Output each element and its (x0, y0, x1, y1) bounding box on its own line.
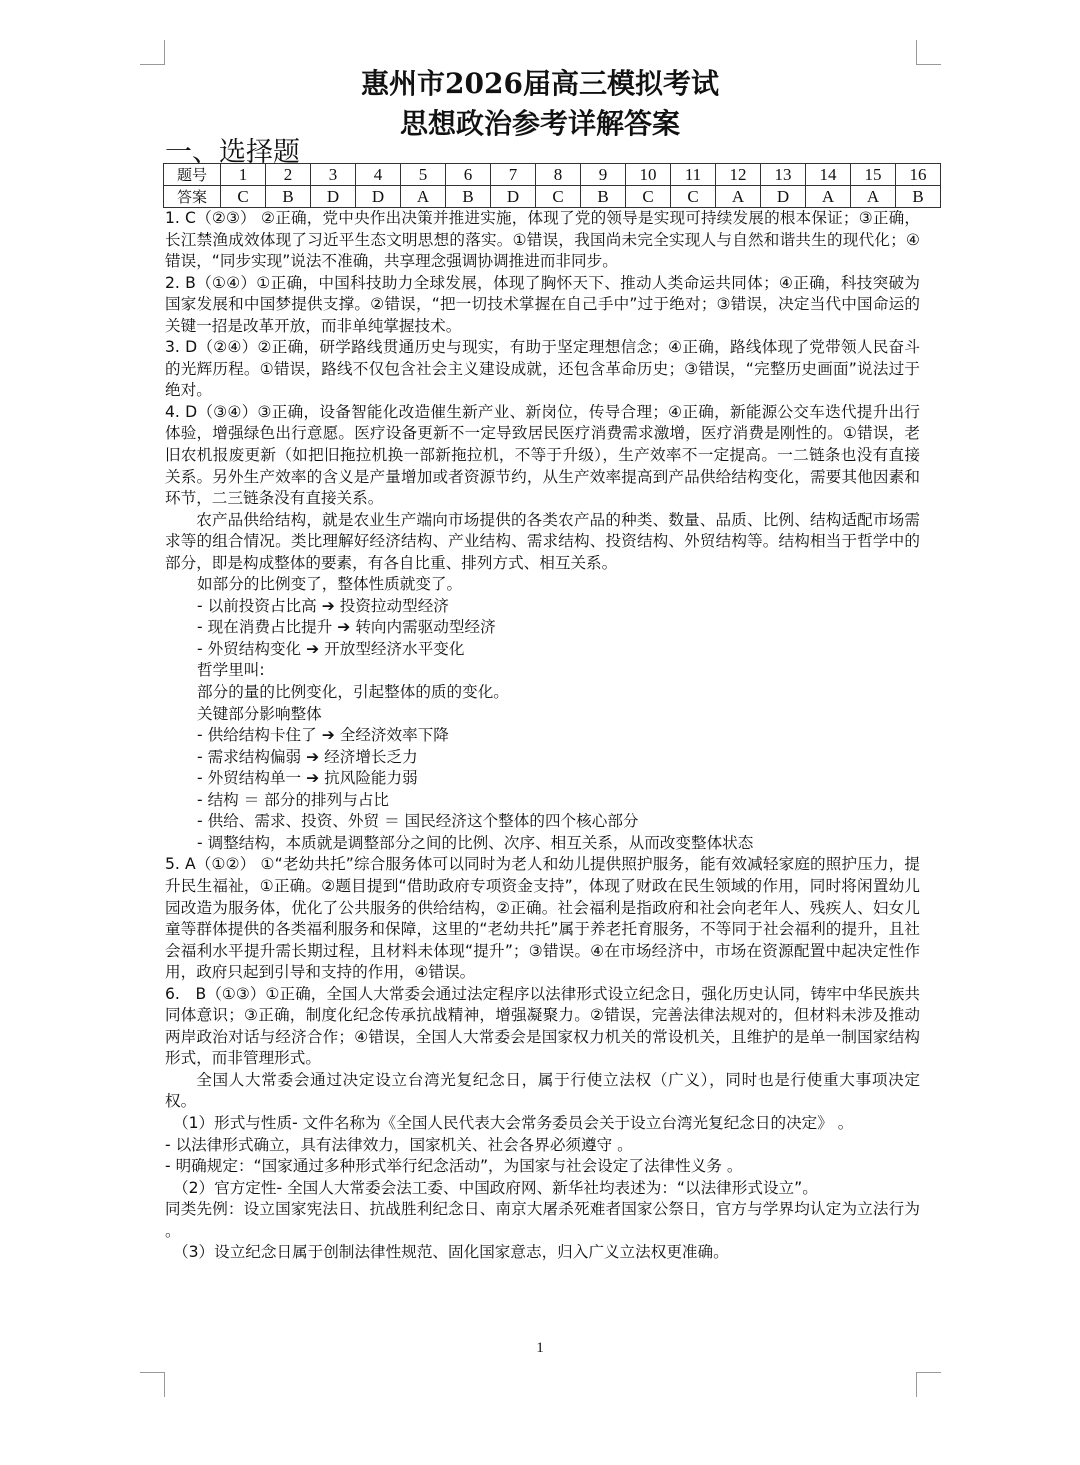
answer-cell: B (581, 186, 626, 208)
answer-cell: D (491, 186, 536, 208)
answer-table-answer-row (164, 186, 941, 208)
explanation-q4: 4. D（③④）③正确，设备智能化改造催生新产业、新岗位，传导合理；④正确，新能源公交车迭代提升出行体验，增强绿色出行意愿。医疗设备更新不一定导致居民医疗消费需求激增，医疗消费是刚性的。①错误，老旧农机报废更新（如把旧拖拉机换一部新拖拉机，不等于升级），生产效率不一定提高。一二链条也没有直接关系。另外生产效率的含义是产量增加或者资源节约，从生产效率提高到产品供给结构变化，需要其他因素和环节，二三链条没有直接关系。 (165, 402, 920, 508)
question-number: 6 (446, 164, 491, 186)
q6-point: - 明确规定：“国家通过多种形式举行纪念活动”，为国家与社会设定了法律性义务 。 (165, 1157, 743, 1176)
explanation-q6: 6. B（①③）①正确，全国人大常委会通过法定程序以法律形式设立纪念日，强化历史认同，铸牢中华民族共同体意识；③正确，制度化纪念传承抗战精神，增强凝聚力。②错误，完善法律法规对的，但材料未涉及推动两岸政治对话与经济合作；④错误，全国人大常委会是国家权力机关的常设机关，且维护的是单一制国家结构形式，而非管理形式。 (165, 984, 920, 1068)
row-label-answer: 答案 (164, 186, 221, 208)
q6-point: （2）官方定性- 全国人大常委会法工委、中国政府网、新华社均表述为：“以法律形式设立”。 (173, 1178, 818, 1197)
q6-point: （3）设立纪念日属于创制法律性规范、固化国家意志，归入广义立法权更准确。 (173, 1243, 729, 1262)
explanation-q3: 3. D（②④）②正确，研学路线贯通历史与现实，有助于坚定理想信念；④正确，路线体现了党带领人民奋斗的光辉历程。①错误，路线不仅包含社会主义建设成就，还包含革命历史；③错误，“完整历史画面”说法过于绝对。 (165, 338, 920, 400)
explanation-q6-extended: 全国人大常委会通过决定设立台湾光复纪念日，属于行使立法权（广义），同时也是行使重大事项决定权。 (165, 1070, 920, 1111)
answer-cell: D (311, 186, 356, 208)
answer-cell: D (761, 186, 806, 208)
question-number: 5 (401, 164, 446, 186)
answer-cell: A (401, 186, 446, 208)
crop-mark-bottom-left (140, 1372, 165, 1397)
answer-cell: C (671, 186, 716, 208)
note-line: 如部分的比例变了，整体性质就变了。 (197, 575, 463, 594)
answer-table (163, 163, 941, 208)
crop-mark-bottom-right (916, 1372, 941, 1397)
answer-cell: A (806, 186, 851, 208)
note-line: - 供给、需求、投资、外贸 ＝ 国民经济这个整体的四个核心部分 (197, 812, 639, 831)
explanation-q1: 1. C（②③） ②正确，党中央作出决策并推进实施，体现了党的领导是实现可持续发展的根本保证；③正确，长江禁渔成效体现了习近平生态文明思想的落实。①错误，我国尚未完全实现人与自然和谐共生的现代化；④错误，“同步实现”说法不准确，共享理念强调协调推进而非同步。 (165, 209, 920, 271)
answer-cell: B (266, 186, 311, 208)
answer-cell: C (221, 186, 266, 208)
answer-cell: C (626, 186, 671, 208)
question-number: 8 (536, 164, 581, 186)
note-line: - 需求结构偏弱 ➔ 经济增长乏力 (197, 747, 418, 766)
question-number: 12 (716, 164, 761, 186)
explanation-q4-extended: 农产品供给结构，就是农业生产端向市场提供的各类农产品的种类、数量、品质、比例、结构适配市场需求等的组合情况。类比理解好经济结构、产业结构、需求结构、投资结构、外贸结构等。结构相当于哲学中的部分，即是构成整体的要素，有各自比重、排列方式、相互关系。 (165, 510, 920, 572)
question-number: 11 (671, 164, 716, 186)
question-number: 15 (851, 164, 896, 186)
q6-point: - 以法律形式确立，具有法律效力，国家机关、社会各界必须遵守 。 (165, 1135, 633, 1154)
q6-point: （1）形式与性质- 文件名称为《全国人民代表大会常务委员会关于设立台湾光复纪念日的决定》 。 (173, 1113, 854, 1132)
explanation-q5: 5. A（①②） ①“老幼共托”综合服务体可以同时为老人和幼儿提供照护服务，能有效减轻家庭的照护压力，提升民生福祉，①正确。②题目提到“借助政府专项资金支持”，体现了财政在民生领域的作用，同时将闲置幼儿园改造为服务体，优化了公共服务的供给结构，②正确。社会福利是指政府和社会向老年人、残疾人、妇女儿童等群体提供的各类福利服务和保障，这里的“老幼共托”属于养老托育服务，不等同于社会福利的提升，且社会福利水平提升需长期过程，且材料未体现“提升”；③错误。④在市场经济中，市场在资源配置中起决定性作用，政府只起到引导和支持的作用，④错误。 (165, 855, 920, 982)
answer-explanations (165, 208, 920, 1264)
answer-cell: A (716, 186, 761, 208)
note-line: 部分的量的比例变化，引起整体的质的变化。 (197, 683, 509, 702)
note-line: - 现在消费占比提升 ➔ 转向内需驱动型经济 (197, 618, 496, 637)
answer-cell: A (851, 186, 896, 208)
question-number: 7 (491, 164, 536, 186)
note-line: 哲学里叫: (197, 661, 265, 680)
answer-cell: D (356, 186, 401, 208)
note-line: - 外贸结构变化 ➔ 开放型经济水平变化 (197, 639, 465, 658)
answer-cell: C (536, 186, 581, 208)
answer-cell: B (896, 186, 941, 208)
section-heading: 一、选择题 (165, 137, 300, 168)
question-number: 2 (266, 164, 311, 186)
note-line: - 调整结构，本质就是调整部分之间的比例、次序、相互关系，从而改变整体状态 (197, 833, 754, 852)
question-number: 16 (896, 164, 941, 186)
note-line: - 外贸结构单一 ➔ 抗风险能力弱 (197, 769, 418, 788)
question-number: 3 (311, 164, 356, 186)
q6-point: 同类先例：设立国家宪法日、抗战胜利纪念日、南京大屠杀死难者国家公祭日，官方与学界均认定为立法行为 。 (165, 1200, 920, 1240)
document-title: 惠州市2026届高三模拟考试 (361, 67, 719, 100)
row-label-number: 题号 (164, 164, 221, 186)
document-subtitle: 思想政治参考详解答案 (399, 107, 680, 140)
answer-cell: B (446, 186, 491, 208)
note-line: 关键部分影响整体 (197, 704, 322, 723)
question-number: 10 (626, 164, 671, 186)
question-number: 9 (581, 164, 626, 186)
answer-table-number-row (164, 164, 941, 186)
note-line: - 以前投资占比高 ➔ 投资拉动型经济 (197, 596, 449, 615)
explanation-q2: 2. B（①④）①正确，中国科技助力全球发展，体现了胸怀天下、推动人类命运共同体；④正确，科技突破为国家发展和中国梦提供支撑。②错误，“把一切技术掌握在自己手中”过于绝对；③错误，决定当代中国命运的关键一招是改革开放，而非单纯掌握技术。 (165, 273, 920, 335)
question-number: 14 (806, 164, 851, 186)
question-number: 4 (356, 164, 401, 186)
note-line: - 供给结构卡住了 ➔ 全经济效率下降 (197, 726, 449, 745)
question-number: 13 (761, 164, 806, 186)
question-number: 1 (221, 164, 266, 186)
note-line: - 结构 ＝ 部分的排列与占比 (197, 790, 390, 809)
page-number: 1 (536, 1340, 544, 1356)
